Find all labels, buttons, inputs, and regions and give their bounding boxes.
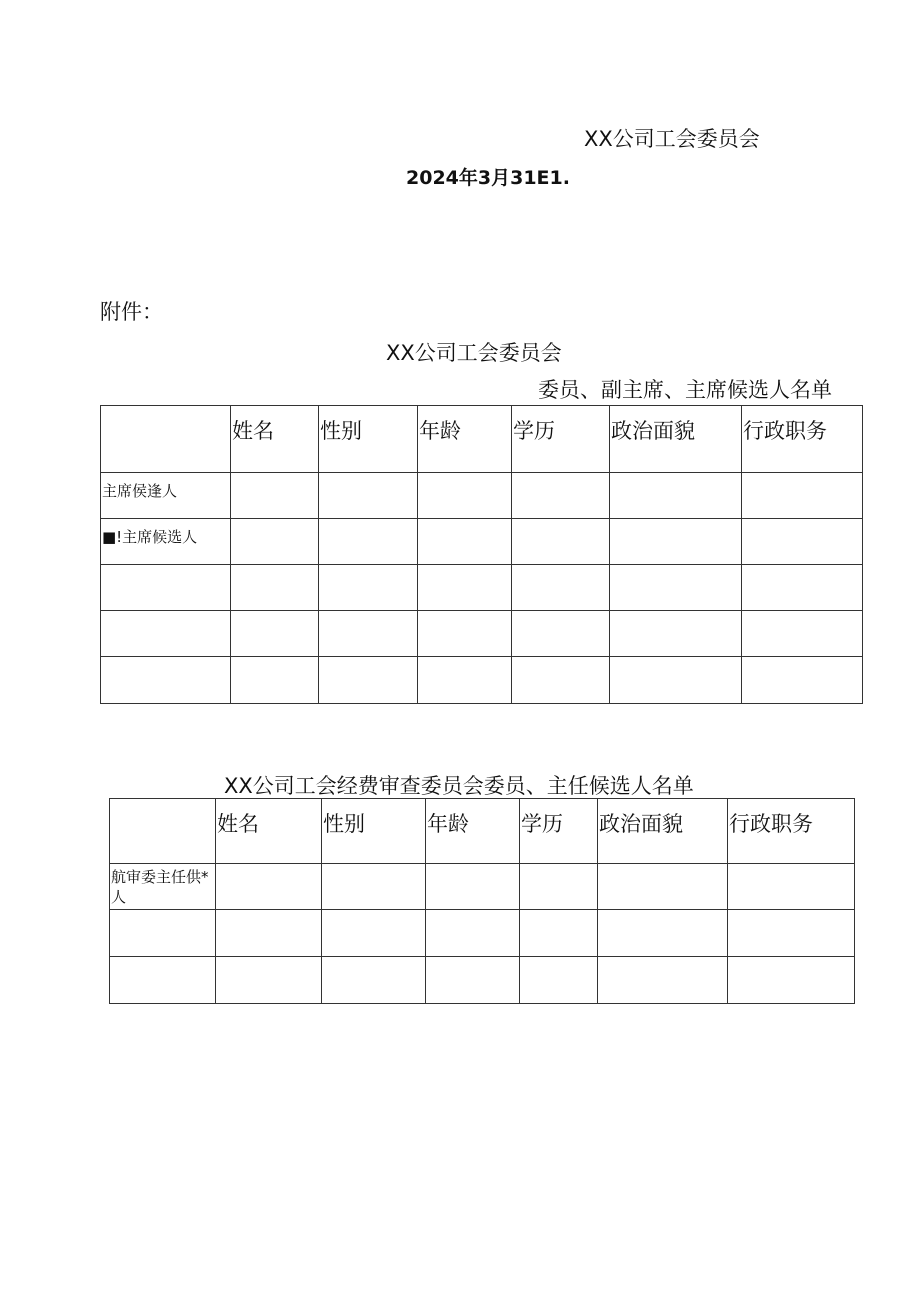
table-cell [728, 910, 855, 957]
table-cell [216, 910, 322, 957]
table-cell [418, 565, 512, 611]
table-cell [512, 473, 610, 519]
table-cell [319, 519, 418, 565]
signature-organization: XX公司工会委员会 [584, 127, 760, 151]
row-label: ■!主席候选人 [101, 519, 231, 565]
table-cell [319, 611, 418, 657]
row-label: 主席侯逢人 [101, 473, 231, 519]
table-cell [426, 957, 520, 1004]
table-cell [216, 957, 322, 1004]
table-cell [319, 473, 418, 519]
table-cell [598, 864, 728, 910]
candidate-table-audit-committee [109, 798, 855, 1004]
table-cell [231, 657, 319, 704]
row-label [101, 657, 231, 704]
table-cell [418, 611, 512, 657]
table-cell [598, 910, 728, 957]
row-label: 航审委主任供*人 [110, 864, 216, 910]
table-cell [322, 957, 426, 1004]
header-cell-blank [101, 406, 231, 473]
header-cell-blank [110, 799, 216, 864]
table-cell [610, 565, 742, 611]
table-cell [520, 910, 598, 957]
table-row [110, 864, 855, 910]
header-cell-name: 姓名 [216, 799, 322, 864]
header-cell-age: 年龄 [418, 406, 512, 473]
table-cell [322, 864, 426, 910]
table-cell [418, 473, 512, 519]
table-cell [512, 565, 610, 611]
table-cell [742, 473, 863, 519]
table-cell [728, 864, 855, 910]
table-cell [231, 565, 319, 611]
table-cell [610, 519, 742, 565]
header-cell-position: 行政职务 [728, 799, 855, 864]
header-cell-age: 年龄 [426, 799, 520, 864]
header-cell-gender: 性别 [322, 799, 426, 864]
table-cell [610, 611, 742, 657]
header-cell-education: 学历 [520, 799, 598, 864]
table-cell [742, 611, 863, 657]
table-row [101, 611, 863, 657]
table-cell [512, 657, 610, 704]
table-cell [512, 519, 610, 565]
header-cell-education: 学历 [512, 406, 610, 473]
table-cell [418, 519, 512, 565]
table-cell [742, 657, 863, 704]
table1-title-line2: 委员、副主席、主席候选人名单 [538, 378, 832, 402]
row-label [110, 957, 216, 1004]
table-cell [610, 473, 742, 519]
table-header-row [110, 799, 855, 864]
table-cell [512, 611, 610, 657]
header-cell-political-status: 政治面貌 [598, 799, 728, 864]
table-cell [610, 657, 742, 704]
row-label [110, 910, 216, 957]
row-label [101, 565, 231, 611]
row-label [101, 611, 231, 657]
table-row [101, 519, 863, 565]
table-header-row [101, 406, 863, 473]
table-row [110, 910, 855, 957]
table-cell [322, 910, 426, 957]
table1-title-line1: XX公司工会委员会 [386, 341, 562, 365]
table-cell [728, 957, 855, 1004]
table-cell [319, 657, 418, 704]
table-cell [520, 957, 598, 1004]
table-cell [520, 864, 598, 910]
table-cell [231, 611, 319, 657]
candidate-table-committee [100, 405, 863, 704]
attachment-label: 附件： [100, 300, 163, 324]
table-cell [319, 565, 418, 611]
table-cell [216, 864, 322, 910]
header-cell-political-status: 政治面貌 [610, 406, 742, 473]
table-cell [742, 565, 863, 611]
table-row [101, 473, 863, 519]
table-cell [231, 519, 319, 565]
table-row [101, 657, 863, 704]
table-cell [418, 657, 512, 704]
header-cell-position: 行政职务 [742, 406, 863, 473]
table-cell [426, 910, 520, 957]
table-row [110, 957, 855, 1004]
header-cell-gender: 性别 [319, 406, 418, 473]
signature-date: 2024年3月31E1. [406, 167, 570, 189]
table2-title: XX公司工会经费审查委员会委员、主任候选人名单 [224, 774, 694, 798]
table-cell [598, 957, 728, 1004]
table-cell [231, 473, 319, 519]
table-cell [426, 864, 520, 910]
table-row [101, 565, 863, 611]
table-cell [742, 519, 863, 565]
header-cell-name: 姓名 [231, 406, 319, 473]
